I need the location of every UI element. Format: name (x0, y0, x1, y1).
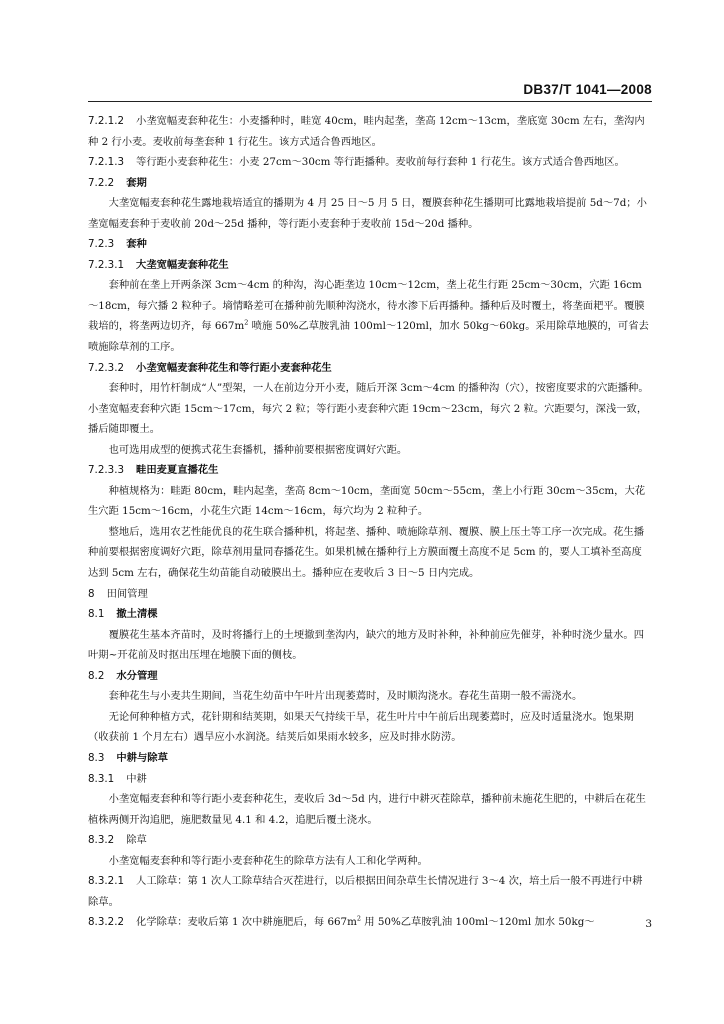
heading-number: 8.1 (88, 608, 105, 621)
paragraph-water-coexist: 套种花生与小麦共生期间，当花生幼苗中午叶片出现萎蔫时，及时顺沟浇水。春花生苗期一般不需浇水。 (108, 690, 583, 703)
heading-number: 7.2.3.2 (88, 361, 125, 374)
heading-title: 畦田麦夏直播花生 (136, 464, 219, 477)
paragraph-machine-sowing: 整地后，选用农艺性能优良的花生联合播种机，将起垄、播种、喷施除草剂、覆膜、膜上压土等工序一次完成。花生播种前要根据密度调好穴距，除草剂用量同春播花生。如果机械在播种行上方膜面覆土高度不足 5cm 的，要人工填补至高度达到 5cm 左右，确保花生幼苗能自动破膜出土。播种应在麦收后 3 日～5 日内完成。 (88, 525, 645, 580)
heading-7-2-3-3 (88, 460, 652, 481)
heading-number: 7.2.3.1 (88, 258, 125, 271)
header-rule (88, 101, 652, 102)
heading-7-2-3-1 (88, 255, 652, 276)
paragraph-cultivation: 小垄宽幅麦套种和等行距小麦套种花生，麦收后 3d～5d 内，进行中耕灭茬除草，播种前未施花生肥的，中耕后在花生植株两侧开沟追肥，施肥数量见 4.1 和 4.2，追肥后覆土浇水。 (88, 793, 646, 826)
item-text: 等行距小麦套种花生：小麦 27cm～30cm 等行距播种。麦收前每行套种 1 行花生。该方式适合鲁西地区。 (136, 156, 625, 169)
paragraph-text: 喷施 50%乙草胺乳油 100ml～120ml，加水 50kg～60kg。采用除草地膜的，可省去喷施除草剂的工序。 (88, 320, 649, 354)
heading-title: 中耕 (126, 772, 147, 785)
heading-8-3-2 (88, 830, 652, 851)
heading-number: 8.3.1 (88, 772, 115, 785)
heading-title: 小垄宽幅麦套种花生和等行距小麦套种花生 (136, 361, 332, 374)
item-text: 化学除草：麦收后第 1 次中耕施肥后，每 667m (136, 916, 357, 929)
heading-title: 套期 (126, 176, 147, 189)
item-number: 7.2.1.3 (88, 156, 125, 169)
item-7-2-1-3 (88, 152, 652, 173)
item-7-2-1-2 (88, 111, 652, 152)
paragraph-wide-ridge-intercropping (88, 275, 652, 357)
heading-title: 套种 (126, 238, 147, 251)
heading-title: 大垄宽幅麦套种花生 (136, 258, 229, 271)
paragraph-sowing-period: 大垄宽幅麦套种花生露地栽培适宜的播期为 4 月 25 日～5 月 5 日，覆膜套种花生播期可比露地栽培提前 5d～7d；小垄宽幅麦套种于麦收前 20d～25d 播种，等行距小麦套种于麦收前 15d～20d 播种。 (88, 197, 647, 230)
item-number: 7.2.1.2 (88, 115, 125, 127)
item-number: 8.3.2.1 (88, 875, 125, 888)
heading-number: 7.2.3.3 (88, 464, 125, 477)
paragraph-planting-spec: 种植规格为：畦距 80cm，畦内起垄，垄高 8cm～10cm，垄面宽 50cm～55cm，垄上小行距 30cm～35cm，大花生穴距 15cm～16cm，小花生穴距 14cm～16cm，每穴均为 2 粒种子。 (88, 484, 646, 518)
item-8-3-2-1 (88, 871, 652, 912)
chapter-title: 田间管理 (106, 587, 148, 600)
paragraph-weeding-methods: 小垄宽幅麦套种和等行距小麦套种花生的除草方法有人工和化学两种。 (108, 854, 428, 867)
heading-7-2-3-2 (88, 358, 652, 379)
item-text: 小垄宽幅麦套种花生：小麦播种时，畦宽 40cm，畦内起垄，垄高 12cm～13cm，垄底宽 30cm 左右，垄沟内种 2 行小麦。麦收前每垄套种 1 行花生。该方式适合鲁西地区。 (88, 115, 645, 148)
heading-number: 8.3 (88, 751, 105, 764)
chapter-8-heading (88, 584, 652, 605)
heading-8-2 (88, 666, 652, 687)
page-number: 3 (645, 918, 652, 930)
heading-number: 7.2.2 (88, 176, 115, 189)
standard-code-header: DB37/T 1041—2008 (523, 82, 652, 97)
paragraph-water-drought: 无论何种种植方式，花针期和结荚期，如果天气持续干旱，花生叶片中午前后出现萎蔫时，应及时适量浇水。饱果期（收获前 1 个月左右）遇旱应小水润浇。结荚后如果雨水较多，应及时排水防涝。 (88, 710, 634, 744)
item-text: 用 50%乙草胺乳油 100ml～120ml 加水 50kg～ (361, 916, 595, 929)
heading-8-1 (88, 604, 652, 625)
paragraph-seeder-option: 也可选用成型的便携式花生套播机，播种前要根据密度调好穴距。 (108, 443, 408, 456)
paragraph-soil-clearing: 覆膜花生基本齐苗时，及时将播行上的土埂撤到垄沟内，缺穴的地方及时补种，补种前应先催芽，补种时浇少量水。四叶期~开花前及时抠出压埋在地膜下面的侧枝。 (88, 628, 645, 662)
heading-number: 7.2.3 (88, 238, 115, 251)
item-8-3-2-2 (88, 912, 652, 933)
heading-8-3-1 (88, 769, 652, 790)
heading-title: 撤土清棵 (116, 608, 158, 621)
heading-title: 除草 (126, 834, 147, 847)
superscript: 2 (244, 319, 249, 328)
item-text: 人工除草：第 1 次人工除草结合灭茬进行，以后根据田间杂草生长情况进行 3～4 次，培土后一般不再进行中耕除草。 (88, 875, 643, 908)
heading-7-2-3 (88, 234, 652, 255)
heading-number: 8.2 (88, 669, 105, 682)
item-number: 8.3.2.2 (88, 916, 125, 929)
heading-7-2-2 (88, 173, 652, 194)
heading-title: 中耕与除草 (116, 751, 168, 764)
chapter-number: 8 (88, 587, 95, 600)
superscript: 2 (356, 914, 362, 923)
paragraph-intercropping-method: 套种时，用竹杆制成“人”型架，一人在前边分开小麦，随后开深 3cm～4cm 的播种沟（穴），按密度要求的穴距播种。小垄宽幅麦套种穴距 15cm～17cm，每穴 2 粒；等行距小麦套种穴距 19cm～23cm，每穴 2 粒。穴距要匀，深浅一致，播后随即覆土。 (88, 382, 649, 436)
heading-number: 8.3.2 (88, 834, 115, 847)
document-body (88, 111, 652, 933)
paragraph-text: 套种前在垄上开两条深 3cm～4cm 的种沟，沟心距垄边 10cm～12cm，垄上花生行距 25cm～30cm，穴距 16cm～18cm，每穴播 2 粒种子。墒情略差可在播种前先顺种沟浇水，待水渗下后再播种。播种后及时覆土，将垄面耙平。覆膜栽培的，将垄两边切齐，每 667m (88, 279, 645, 333)
heading-title: 水分管理 (116, 669, 158, 682)
heading-8-3 (88, 748, 652, 769)
